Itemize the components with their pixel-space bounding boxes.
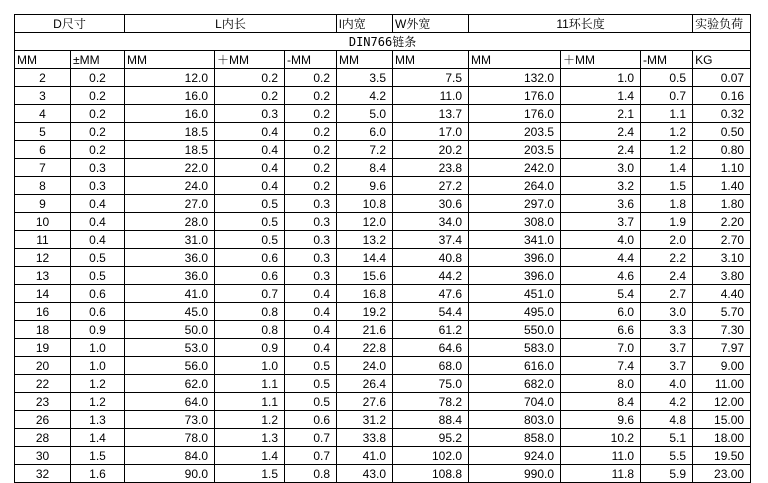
table-cell: 15.6 [337,267,393,285]
table-cell: 13.2 [337,231,393,249]
table-row [15,159,751,177]
unit-cell: MM [469,51,561,69]
table-cell: 0.2 [71,87,125,105]
table-cell: 1.1 [641,105,693,123]
table-cell: 2.4 [561,123,641,141]
unit-cell: KG [693,51,751,69]
table-cell: 297.0 [469,195,561,213]
table-cell: 0.4 [215,123,285,141]
table-cell: 9.6 [561,411,641,429]
table-cell: 108.8 [393,465,469,483]
table-cell: 1.0 [215,357,285,375]
table-row [15,339,751,357]
table-cell: 19 [15,339,71,357]
table-cell: 11.0 [393,87,469,105]
table-cell: 16.8 [337,285,393,303]
table-cell: 1.5 [641,177,693,195]
table-cell: 0.4 [285,285,337,303]
table-cell: 495.0 [469,303,561,321]
unit-cell: MM [125,51,215,69]
table-cell: 242.0 [469,159,561,177]
table-cell: 1.6 [71,465,125,483]
unit-cell: ＋MM [215,51,285,69]
table-cell: 22 [15,375,71,393]
table-cell: 61.2 [393,321,469,339]
unit-cell: -MM [285,51,337,69]
table-cell: 3.7 [641,357,693,375]
table-cell: 73.0 [125,411,215,429]
table-cell: 451.0 [469,285,561,303]
table-cell: 7.30 [693,321,751,339]
table-cell: 37.4 [393,231,469,249]
table-cell: 3.0 [561,159,641,177]
table-row [15,393,751,411]
table-cell: 18.5 [125,123,215,141]
table-cell: 0.5 [215,195,285,213]
table-row [15,357,751,375]
table-cell: 11.0 [561,447,641,465]
table-row [15,465,751,483]
table-cell: 41.0 [125,285,215,303]
table-cell: 203.5 [469,141,561,159]
table-cell: 0.5 [285,357,337,375]
table-row [15,105,751,123]
table-cell: 8.4 [337,159,393,177]
header-d-size: D尺寸 [15,15,125,33]
table-cell: 1.2 [71,375,125,393]
table-cell: 0.4 [215,141,285,159]
table-cell: 23.8 [393,159,469,177]
table-cell: 0.8 [215,321,285,339]
table-cell: 0.6 [71,303,125,321]
table-cell: 1.3 [215,429,285,447]
table-cell: 36.0 [125,249,215,267]
header-l-inner-width: l内宽 [337,15,393,33]
table-cell: 2.1 [561,105,641,123]
table-cell: 0.7 [285,429,337,447]
table-cell: 30.6 [393,195,469,213]
table-cell: 6.0 [337,123,393,141]
table-cell: 0.4 [285,321,337,339]
table-cell: 11 [15,231,71,249]
table-cell: 0.80 [693,141,751,159]
table-cell: 6.6 [561,321,641,339]
table-cell: 12.0 [337,213,393,231]
table-cell: 8.0 [561,375,641,393]
table-cell: 0.5 [71,249,125,267]
table-cell: 4.4 [561,249,641,267]
table-row [15,69,751,87]
table-cell: 1.4 [641,159,693,177]
table-cell: 5 [15,123,71,141]
table-cell: 0.4 [285,339,337,357]
table-cell: 264.0 [469,177,561,195]
table-cell: 0.4 [285,303,337,321]
table-row [15,249,751,267]
table-body [15,15,751,483]
table-cell: 0.8 [215,303,285,321]
table-cell: 2.7 [641,285,693,303]
table-row [15,429,751,447]
table-cell: 13.7 [393,105,469,123]
header-eleven-ring-length: 11环长度 [469,15,693,33]
table-cell: 5.5 [641,447,693,465]
table-cell: 90.0 [125,465,215,483]
table-cell: 20.2 [393,141,469,159]
table-cell: 0.5 [285,393,337,411]
table-cell: 19.2 [337,303,393,321]
table-cell: 0.3 [285,195,337,213]
table-cell: 13 [15,267,71,285]
table-cell: 0.7 [215,285,285,303]
table-cell: 18.00 [693,429,751,447]
table-cell: 0.6 [215,249,285,267]
table-cell: 2.70 [693,231,751,249]
table-cell: 1.3 [71,411,125,429]
table-cell: 7 [15,159,71,177]
table-cell: 0.2 [71,141,125,159]
table-cell: 0.5 [215,213,285,231]
table-cell: 176.0 [469,105,561,123]
table-cell: 0.6 [215,267,285,285]
table-row [15,375,751,393]
table-cell: 6 [15,141,71,159]
table-cell: 2.4 [641,267,693,285]
table-cell: 3.80 [693,267,751,285]
table-cell: 16 [15,303,71,321]
table-cell: 0.7 [641,87,693,105]
table-cell: 16.0 [125,105,215,123]
table-cell: 64.6 [393,339,469,357]
table-cell: 1.80 [693,195,751,213]
table-cell: 341.0 [469,231,561,249]
table-cell: 2.20 [693,213,751,231]
table-cell: 23 [15,393,71,411]
table-cell: 9 [15,195,71,213]
table-cell: 132.0 [469,69,561,87]
table-cell: 27.2 [393,177,469,195]
table-cell: 803.0 [469,411,561,429]
table-cell: 19.50 [693,447,751,465]
table-cell: 3.7 [561,213,641,231]
table-cell: 7.2 [337,141,393,159]
table-cell: 0.4 [215,177,285,195]
table-cell: 8 [15,177,71,195]
table-cell: 4.2 [641,393,693,411]
table-row [15,267,751,285]
unit-cell: MM [337,51,393,69]
table-cell: 0.2 [285,141,337,159]
table-cell: 88.4 [393,411,469,429]
table-row [15,411,751,429]
table-cell: 0.2 [71,105,125,123]
table-cell: 0.3 [71,177,125,195]
table-cell: 28 [15,429,71,447]
table-cell: 0.2 [285,69,337,87]
table-cell: 0.3 [285,213,337,231]
table-cell: 24.0 [337,357,393,375]
table-cell: 16.0 [125,87,215,105]
table-cell: 54.4 [393,303,469,321]
header-test-load: 实验负荷 [693,15,751,33]
table-cell: 32 [15,465,71,483]
table-cell: 0.9 [71,321,125,339]
table-cell: 78.2 [393,393,469,411]
header-l-inner-length: L内长 [125,15,337,33]
table-cell: 1.2 [641,141,693,159]
table-cell: 924.0 [469,447,561,465]
table-cell: 95.2 [393,429,469,447]
table-cell: 22.8 [337,339,393,357]
table-cell: 550.0 [469,321,561,339]
din766-chain-spec-table [14,14,751,483]
table-cell: 34.0 [393,213,469,231]
table-cell: 12 [15,249,71,267]
table-cell: 47.6 [393,285,469,303]
table-cell: 4.2 [337,87,393,105]
header-row [15,15,751,33]
table-cell: 0.3 [285,267,337,285]
table-cell: 0.4 [71,213,125,231]
table-cell: 4.0 [561,231,641,249]
table-cell: 0.5 [215,231,285,249]
table-cell: 20 [15,357,71,375]
table-cell: 0.3 [215,105,285,123]
table-cell: 1.0 [561,69,641,87]
standard-row [15,33,751,51]
header-w-outer-width: W外宽 [393,15,469,33]
table-cell: 1.1 [215,393,285,411]
table-cell: 8.4 [561,393,641,411]
table-cell: 64.0 [125,393,215,411]
table-cell: 9.00 [693,357,751,375]
table-cell: 1.9 [641,213,693,231]
table-cell: 0.50 [693,123,751,141]
table-cell: 4.8 [641,411,693,429]
table-cell: 704.0 [469,393,561,411]
table-cell: 1.4 [71,429,125,447]
table-cell: 5.70 [693,303,751,321]
table-row [15,213,751,231]
table-cell: 1.40 [693,177,751,195]
table-cell: 22.0 [125,159,215,177]
table-cell: 3.7 [641,339,693,357]
table-row [15,177,751,195]
table-cell: 84.0 [125,447,215,465]
table-cell: 3.0 [641,303,693,321]
table-cell: 17.0 [393,123,469,141]
table-cell: 1.0 [71,339,125,357]
table-cell: 15.00 [693,411,751,429]
table-row [15,321,751,339]
table-cell: 26.4 [337,375,393,393]
table-cell: 24.0 [125,177,215,195]
table-cell: 36.0 [125,267,215,285]
table-row [15,195,751,213]
table-cell: 4.40 [693,285,751,303]
table-cell: 31.0 [125,231,215,249]
table-cell: 75.0 [393,375,469,393]
table-cell: 50.0 [125,321,215,339]
table-cell: 41.0 [337,447,393,465]
table-cell: 2 [15,69,71,87]
table-row [15,123,751,141]
table-cell: 1.10 [693,159,751,177]
table-cell: 10 [15,213,71,231]
table-cell: 23.00 [693,465,751,483]
unit-cell: ±MM [71,51,125,69]
table-cell: 0.2 [285,159,337,177]
standard-title: DIN766链条 [15,33,751,51]
table-cell: 0.3 [71,159,125,177]
table-cell: 2.4 [561,141,641,159]
table-cell: 990.0 [469,465,561,483]
table-cell: 56.0 [125,357,215,375]
table-cell: 0.16 [693,87,751,105]
table-cell: 0.4 [71,195,125,213]
table-cell: 1.4 [215,447,285,465]
table-cell: 12.0 [125,69,215,87]
table-cell: 1.2 [641,123,693,141]
table-cell: 203.5 [469,123,561,141]
table-cell: 3.2 [561,177,641,195]
table-cell: 28.0 [125,213,215,231]
table-cell: 0.6 [71,285,125,303]
table-cell: 5.9 [641,465,693,483]
table-cell: 1.5 [215,465,285,483]
table-cell: 0.7 [285,447,337,465]
table-cell: 858.0 [469,429,561,447]
table-cell: 0.07 [693,69,751,87]
table-cell: 0.2 [71,123,125,141]
table-cell: 5.1 [641,429,693,447]
unit-cell: -MM [641,51,693,69]
table-cell: 0.2 [215,69,285,87]
table-cell: 5.0 [337,105,393,123]
table-row [15,141,751,159]
table-cell: 0.2 [285,177,337,195]
table-cell: 0.5 [71,267,125,285]
table-cell: 396.0 [469,249,561,267]
table-cell: 12.00 [693,393,751,411]
table-cell: 3.10 [693,249,751,267]
table-cell: 0.8 [285,465,337,483]
table-cell: 11.00 [693,375,751,393]
table-cell: 33.8 [337,429,393,447]
table-cell: 4.0 [641,375,693,393]
table-cell: 0.9 [215,339,285,357]
table-cell: 68.0 [393,357,469,375]
table-row [15,87,751,105]
table-cell: 4 [15,105,71,123]
table-cell: 7.5 [393,69,469,87]
table-row [15,285,751,303]
table-cell: 2.0 [641,231,693,249]
table-cell: 14 [15,285,71,303]
table-cell: 1.5 [71,447,125,465]
table-cell: 5.4 [561,285,641,303]
table-cell: 1.2 [71,393,125,411]
table-cell: 9.6 [337,177,393,195]
table-cell: 18.5 [125,141,215,159]
table-cell: 0.2 [71,69,125,87]
table-cell: 0.5 [285,375,337,393]
table-cell: 4.6 [561,267,641,285]
table-cell: 0.2 [285,105,337,123]
table-cell: 10.2 [561,429,641,447]
table-cell: 27.0 [125,195,215,213]
table-cell: 0.2 [285,123,337,141]
table-cell: 0.4 [215,159,285,177]
unit-cell: ＋MM [561,51,641,69]
table-cell: 44.2 [393,267,469,285]
table-cell: 40.8 [393,249,469,267]
table-cell: 26 [15,411,71,429]
table-cell: 3.3 [641,321,693,339]
table-cell: 7.4 [561,357,641,375]
table-row [15,303,751,321]
table-cell: 30 [15,447,71,465]
table-cell: 102.0 [393,447,469,465]
table-cell: 62.0 [125,375,215,393]
table-cell: 11.8 [561,465,641,483]
table-cell: 31.2 [337,411,393,429]
table-cell: 78.0 [125,429,215,447]
table-cell: 2.2 [641,249,693,267]
table-cell: 27.6 [337,393,393,411]
table-cell: 682.0 [469,375,561,393]
table-cell: 3 [15,87,71,105]
unit-cell: MM [15,51,71,69]
table-cell: 45.0 [125,303,215,321]
table-cell: 43.0 [337,465,393,483]
table-cell: 53.0 [125,339,215,357]
table-cell: 0.32 [693,105,751,123]
table-cell: 3.6 [561,195,641,213]
table-cell: 7.97 [693,339,751,357]
table-cell: 1.8 [641,195,693,213]
table-cell: 0.3 [285,249,337,267]
table-cell: 18 [15,321,71,339]
table-cell: 7.0 [561,339,641,357]
table-cell: 0.4 [71,231,125,249]
table-cell: 0.3 [285,231,337,249]
table-cell: 6.0 [561,303,641,321]
table-cell: 10.8 [337,195,393,213]
table-cell: 308.0 [469,213,561,231]
table-cell: 1.0 [71,357,125,375]
table-row [15,447,751,465]
table-cell: 396.0 [469,267,561,285]
table-cell: 21.6 [337,321,393,339]
table-cell: 0.5 [641,69,693,87]
table-cell: 616.0 [469,357,561,375]
table-row [15,231,751,249]
table-cell: 1.2 [215,411,285,429]
table-cell: 1.4 [561,87,641,105]
table-cell: 583.0 [469,339,561,357]
table-cell: 1.1 [215,375,285,393]
table-cell: 0.2 [215,87,285,105]
table-cell: 3.5 [337,69,393,87]
table-cell: 14.4 [337,249,393,267]
table-cell: 0.2 [285,87,337,105]
units-row [15,51,751,69]
table-cell: 176.0 [469,87,561,105]
table-cell: 0.6 [285,411,337,429]
unit-cell: MM [393,51,469,69]
